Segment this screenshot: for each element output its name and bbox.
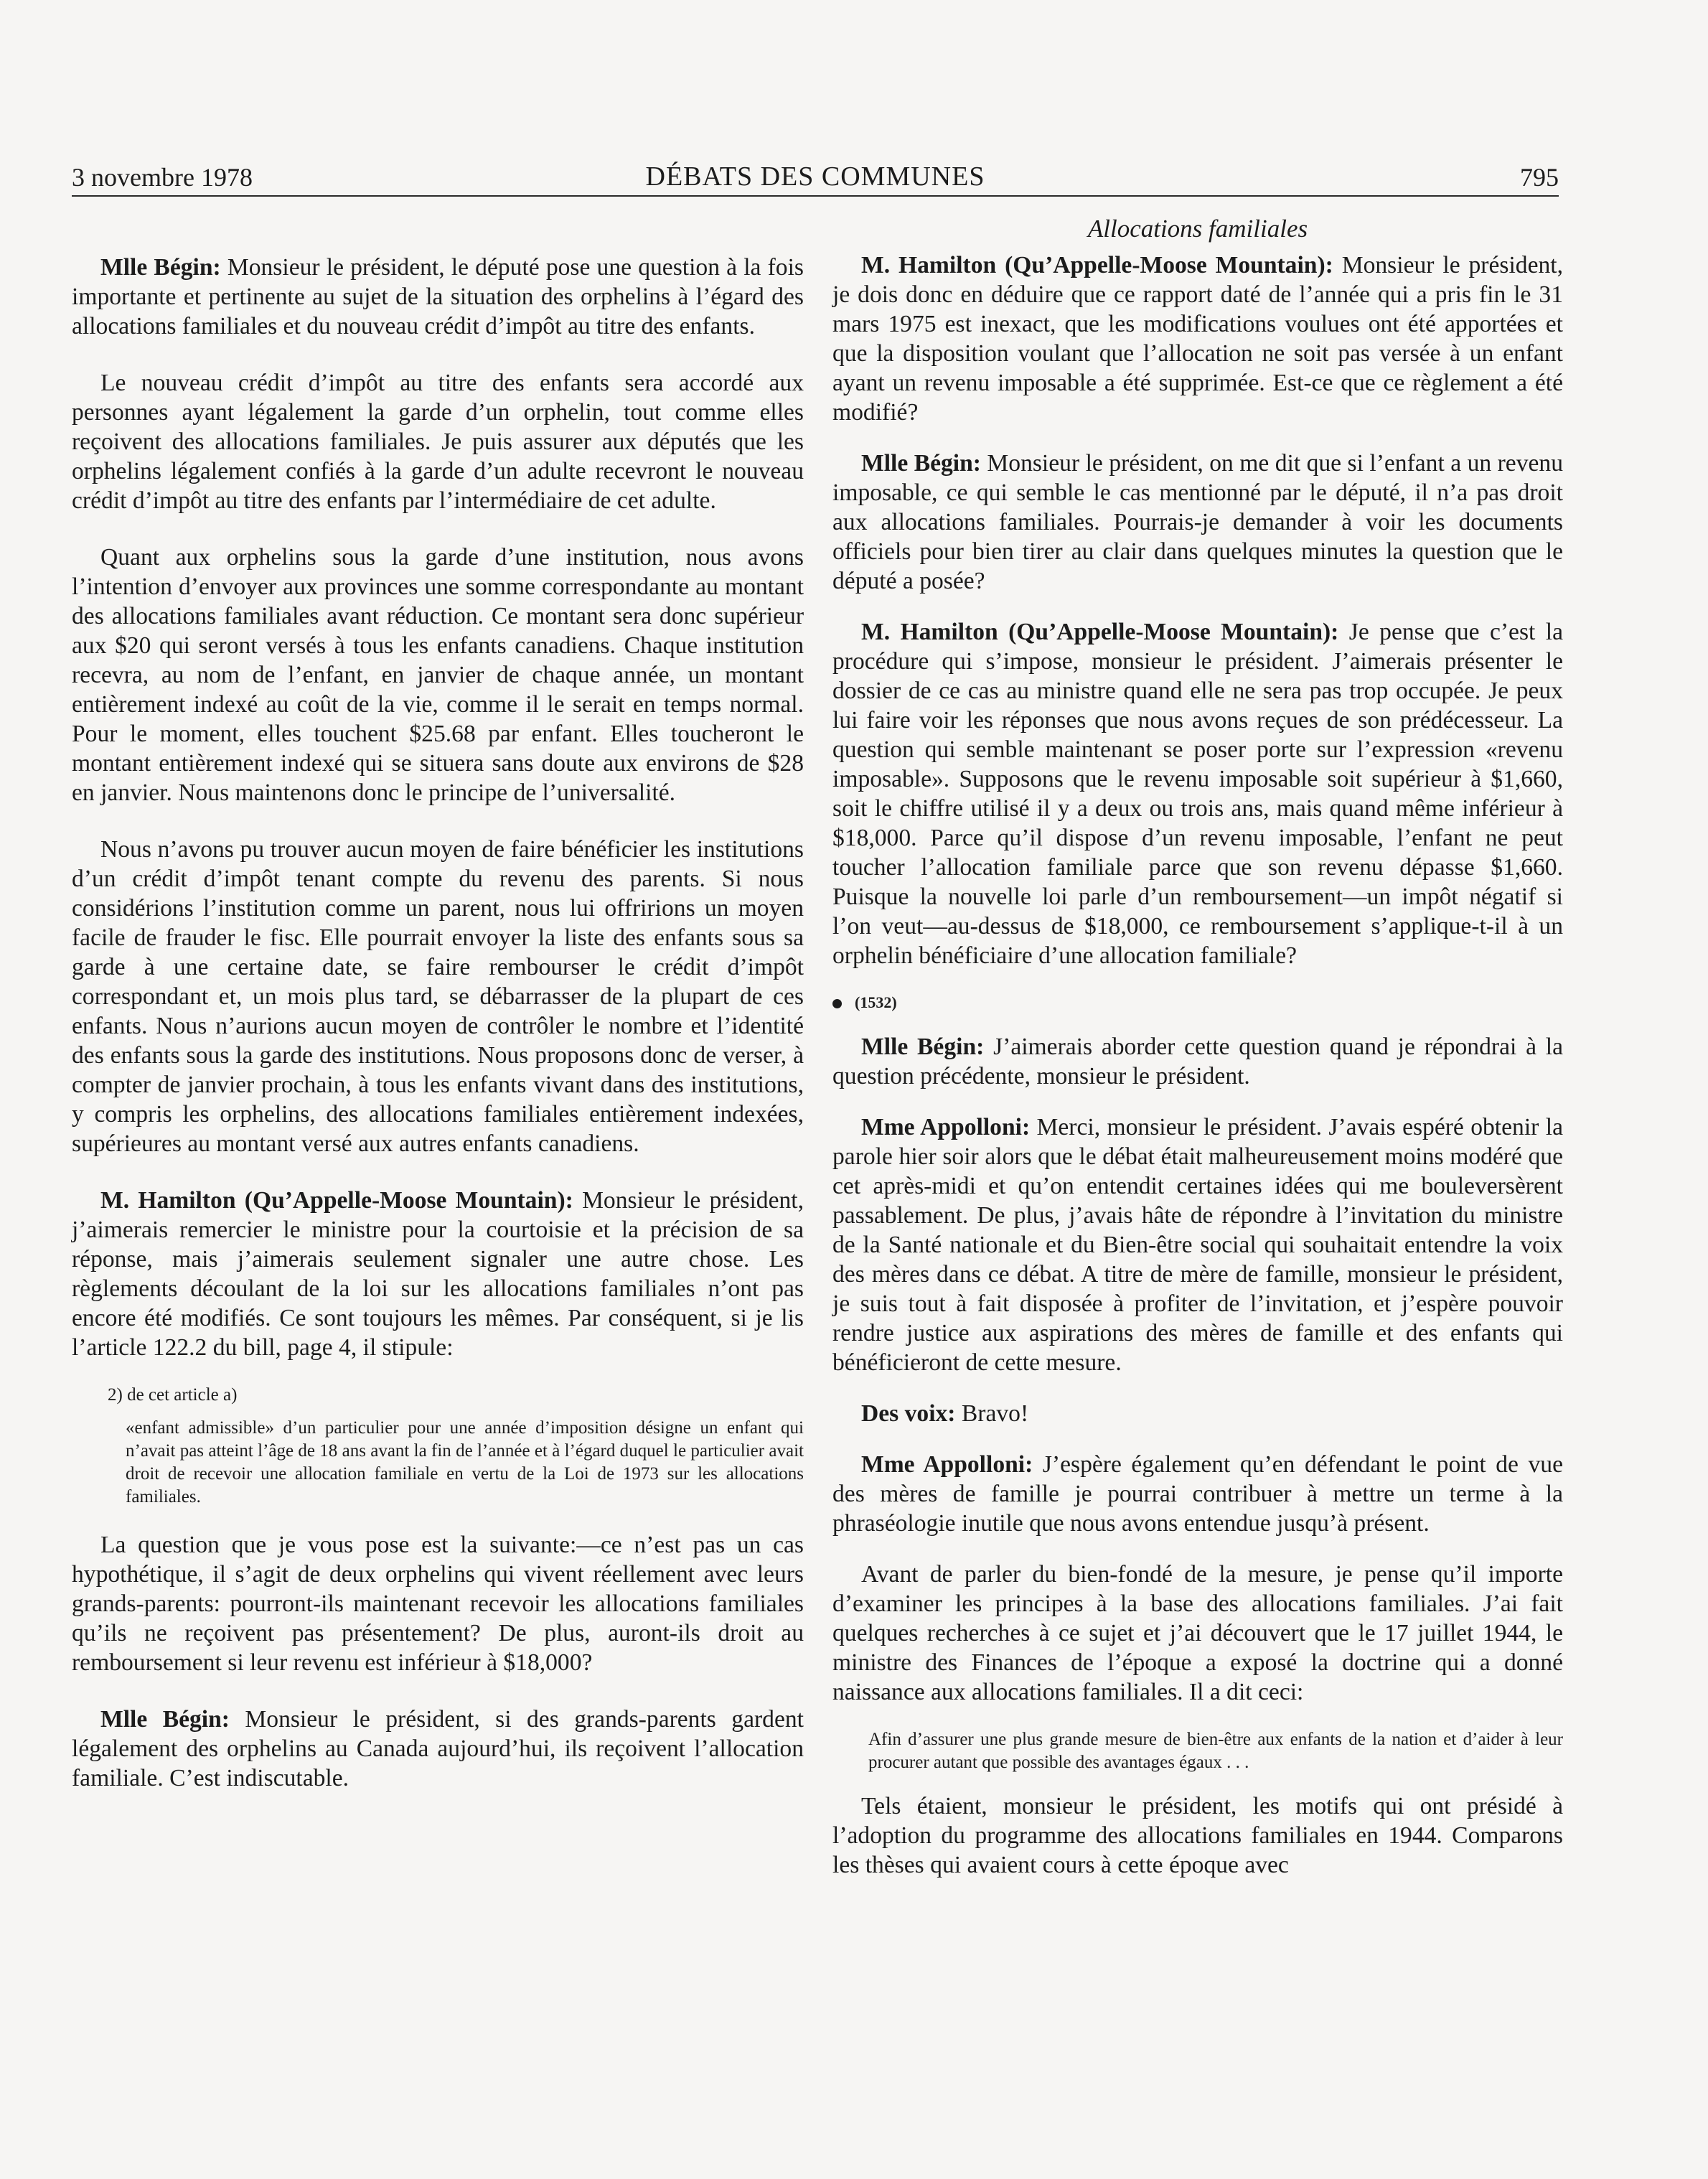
- paragraph-text: Monsieur le président, je dois donc en déduire que ce rapport daté de l’année qui a pris fin le 31 mars 1975 est inexact, que les modifications voulues ont été apportées et que la disposition voulant que l’allocation ne soit pas versée à un enfant ayant un revenu imposable a été supprimée. Est-ce que ce règlement a été modifié?: [832, 252, 1563, 426]
- speaker-name: Mlle Bégin:: [100, 254, 221, 281]
- header-title: DÉBATS DES COMMUNES: [645, 161, 985, 192]
- paragraph: [72, 1186, 804, 1362]
- page-header: [72, 159, 1559, 197]
- paragraph: Avant de parler du bien-fondé de la mesure, je pense qu’il importe d’examiner les principes à la base des allocations familiales. J’ai fait quelques recherches à ce sujet et j’ai découvert que le 17 juillet 1944, le ministre des Finances de l’époque a exposé la doctrine qui a donné naissance aux allocations familiales. Il a dit ceci:: [832, 1561, 1563, 1705]
- speaker-name: Mlle Bégin:: [100, 1706, 230, 1733]
- speaker-name: Mme Appolloni:: [861, 1451, 1033, 1478]
- speaker-name: M. Hamilton (Qu’Appelle-Moose Mountain):: [100, 1187, 573, 1214]
- paragraph: [72, 1705, 804, 1793]
- paragraph: [832, 1112, 1563, 1377]
- paragraph-text: Je pense que c’est la procédure qui s’impose, monsieur le président. J’aimerais présenter le dossier de ce cas au ministre quand elle ne sera pas trop occupée. Je peux lui faire voir les réponses que nous avons reçues de son prédécesseur. La question qui semble maintenant se poser porte sur l’expression «revenu imposable». Supposons que le revenu imposable soit supérieur à $1,660, soit le chiffre utilisé il y a deux ou trois ans, mais quand même inférieur à $18,000. Parce qu’il dispose d’un revenu imposable, l’enfant ne peut toucher l’allocation familiale parce que son revenu dépasse $1,660. Puisque la nouvelle loi parle d’un remboursement—un impôt négatif si l’on veut—au-dessus de $18,000, ce remboursement s’applique-t-il à un orphelin bénéficiaire d’une allocation familiale?: [832, 619, 1564, 969]
- paragraph-text: Monsieur le président, si des grands-parents gardent légalement des orphelins au Canada aujourd’hui, ils reçoivent l’allocation familiale. C’est indiscutable.: [72, 1706, 804, 1791]
- paragraph: Nous n’avons pu trouver aucun moyen de faire bénéficier les institutions d’un crédit d’impôt tenant compte du revenu des parents. Si nous considérions l’institution comme un parent, nous lui offririons un moyen facile de frauder le fisc. Elle pourrait envoyer la liste des enfants sous sa garde à une certaine date, se faire rembourser le crédit d’impôt correspondant et, un mois plus tard, se débarrasser de la plupart de ces enfants. Nous n’aurions aucun moyen de contrôler le nombre et l’identité des enfants sous la garde des institutions. Nous proposons donc de verser, à compter de janvier prochain, à tous les enfants vivant dans des institutions, y compris les orphelins, des allocations familiales entièrement indexées, supérieures au montant versé aux autres enfants canadiens.: [72, 836, 804, 1157]
- paragraph: [832, 250, 1563, 427]
- time-marker-text: (1532): [855, 993, 897, 1011]
- paragraph: [72, 253, 804, 341]
- paragraph: [832, 1399, 1563, 1428]
- speaker-name: Des voix:: [861, 1400, 956, 1427]
- paragraph-text: Bravo!: [955, 1400, 1029, 1427]
- paragraph: La question que je vous pose est la suivante:—ce n’est pas un cas hypothétique, il s’agit de deux orphelins qui vivent réellement avec leurs grands-parents: pourront-ils maintenant recevoir les allocations familiales qu’ils ne reçoivent pas présentement? De plus, auront-ils droit au remboursement si leur revenu est inférieur à $18,000?: [72, 1532, 804, 1676]
- bullet-icon: [832, 999, 842, 1008]
- paragraph: Quant aux orphelins sous la garde d’une institution, nous avons l’intention d’envoyer aux provinces une somme correspondante au montant des allocations familiales avant réduction. Ce montant sera donc supérieur aux $20 qui seront versés à tous les enfants canadiens. Chaque institution recevra, au nom de l’enfant, en janvier de chaque année, un montant entièrement indexé au coût de la vie, comme il le serait en temps normal. Pour le moment, elles touchent $25.68 par enfant. Elles toucheront le montant entièrement indexé qui se situera sans doute aux environs de $28 en janvier. Nous maintenons donc le principe de l’universalité.: [72, 544, 804, 806]
- left-column: [72, 253, 804, 1820]
- right-column: [832, 214, 1563, 1907]
- paragraph-text: Monsieur le président, j’aimerais remercier le ministre pour la courtoisie et la précision de sa réponse, mais j’aimerais seulement signaler une autre chose. Les règlements découlant de la loi sur les allocations familiales n’ont pas encore été modifiés. Ce sont toujours les mêmes. Par conséquent, si je lis l’article 122.2 du bill, page 4, il stipule:: [72, 1187, 804, 1361]
- paragraph: [832, 1032, 1563, 1091]
- speaker-name: M. Hamilton (Qu’Appelle-Moose Mountain):: [861, 252, 1333, 278]
- speaker-name: Mlle Bégin:: [861, 1034, 985, 1060]
- page-number: 795: [1520, 163, 1559, 192]
- time-marker: [832, 992, 1563, 1013]
- paragraph: Le nouveau crédit d’impôt au titre des enfants sera accordé aux personnes ayant légalement la garde d’un orphelin, tout comme elles reçoivent des allocations familiales. Je puis assurer aux députés que les orphelins légalement confiés à la garde d’un adulte recevront le nouveau crédit d’impôt au titre des enfants par l’intermédiaire de cet adulte.: [72, 370, 804, 514]
- paragraph: [832, 449, 1563, 596]
- paragraph: [832, 1450, 1563, 1538]
- speaker-name: M. Hamilton (Qu’Appelle-Moose Mountain):: [861, 619, 1339, 645]
- section-title: Allocations familiales: [1087, 215, 1308, 243]
- header-date: 3 novembre 1978: [72, 163, 253, 192]
- paragraph: Tels étaient, monsieur le président, les motifs qui ont présidé à l’adoption du programme des allocations familiales en 1944. Comparons les thèses qui avaient cours à cette époque avec: [832, 1793, 1563, 1878]
- paragraph-text: Monsieur le président, on me dit que si l’enfant a un revenu imposable, ce qui semble le cas mentionné par le député, il n’a pas droit aux allocations familiales. Pourrais-je demander à voir les documents officiels pour bien tirer au clair dans quelques minutes la question que le député a posée?: [832, 450, 1563, 594]
- paragraph-text: J’aimerais aborder cette question quand je répondrai à la question précédente, monsieur le président.: [832, 1034, 1563, 1090]
- block-quote: Afin d’assurer une plus grande mesure de bien-être aux enfants de la nation et d’aider à leur procurer autant que possible des avantages égaux . . .: [868, 1730, 1563, 1772]
- paragraph-text: Merci, monsieur le président. J’avais espéré obtenir la parole hier soir alors que le débat était malheureusement moins modéré que cet après-midi et qu’on entendit certaines idées qui me bouleversèrent passablement. De plus, j’avais hâte de répondre à l’invitation du ministre de la Santé nationale et du Bien-être social qui souhaitait entendre la voix des mères dans ce débat. A titre de mère de famille, monsieur le président, je suis tout à fait disposée à profiter de l’invitation, et j’espère pouvoir rendre justice aux aspirations des mères de famille et des enfants qui bénéficieront de cette mesure.: [832, 1114, 1563, 1376]
- paragraph-text: Monsieur le président, le député pose une question à la fois importante et pertinente au sujet de la situation des orphelins à l’égard des allocations familiales et du nouveau crédit d’impôt au titre des enfants.: [72, 254, 804, 339]
- block-quote: «enfant admissible» d’un particulier pour une année d’imposition désigne un enfant qui n’avait pas atteint l’âge de 18 ans avant la fin de l’année et à l’égard duquel le particulier avait droit de recevoir une allocation familiale en vertu de la Loi de 1973 sur les allocations familiales.: [126, 1418, 804, 1506]
- speaker-name: Mme Appolloni:: [861, 1114, 1031, 1140]
- quote-intro: 2) de cet article a): [108, 1385, 238, 1405]
- paragraph: [832, 617, 1563, 970]
- paragraph-text: J’espère également qu’en défendant le point de vue des mères de famille je pourrai contribuer à mettre un terme à la phraséologie inutile que nous avons entendue jusqu’à présent.: [832, 1451, 1563, 1537]
- speaker-name: Mlle Bégin:: [861, 450, 981, 477]
